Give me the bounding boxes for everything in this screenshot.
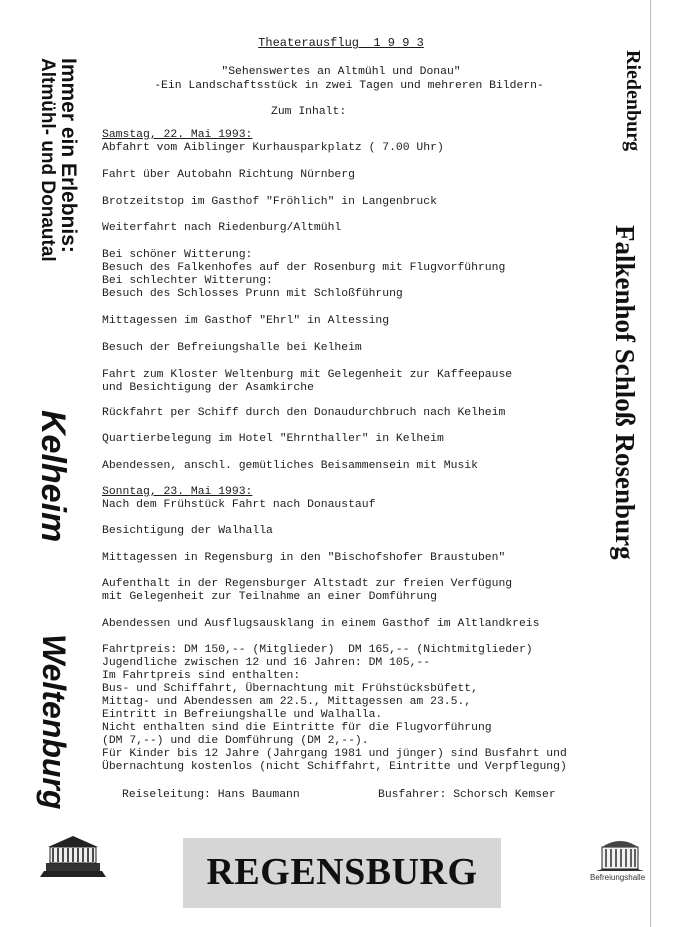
day1-item: Quartierbelegung im Hotel "Ehrnthaller" in Kelheim	[102, 433, 444, 445]
day2-date: Sonntag, 23. Mai 1993:	[102, 486, 253, 498]
day1-item: Fahrt über Autobahn Richtung Nürnberg	[102, 169, 355, 181]
side-falkenhof: Falkenhof Schloß Rosenburg	[610, 225, 640, 560]
day2-item: mit Gelegenheit zur Teilnahme an einer Domführung	[102, 591, 437, 603]
day1-item: Besuch des Schlosses Prunn mit Schloßführung	[102, 288, 403, 300]
price-line: Mittag- und Abendessen am 22.5., Mittagessen am 23.5.,	[102, 696, 472, 708]
side-weltenburg: Weltenburg	[36, 634, 72, 810]
price-line: Jugendliche zwischen 12 und 16 Jahren: DM 105,--	[102, 657, 431, 669]
day1-item: Weiterfahrt nach Riedenburg/Altmühl	[102, 222, 342, 234]
day1-item: Besuch der Befreiungshalle bei Kelheim	[102, 342, 362, 354]
bus-driver: Busfahrer: Schorsch Kemser	[378, 789, 556, 801]
day1-item: Mittagessen im Gasthof "Ehrl" in Altessing	[102, 315, 390, 327]
day1-item: Bei schöner Witterung:	[102, 249, 253, 261]
price-line: Für Kinder bis 12 Jahre (Jahrgang 1981 und jünger) sind Busfahrt und	[102, 748, 567, 760]
price-line: (DM 7,--) und die Domführung (DM 2,--).	[102, 735, 369, 747]
subtitle-line-2: -Ein Landschaftsstück in zwei Tagen und mehreren Bildern-	[154, 80, 544, 92]
day1-item: Abfahrt vom Aiblinger Kurhausparkplatz ( 7.00 Uhr)	[102, 142, 444, 154]
day1-item: Rückfahrt per Schiff durch den Donaudurchbruch nach Kelheim	[102, 407, 506, 419]
side-riedenburg: Riedenburg	[622, 50, 644, 152]
walhalla-temple-icon	[38, 833, 108, 879]
day2-item: Mittagessen in Regensburg in den "Bischofshofer Braustuben"	[102, 552, 506, 564]
contents-label: Zum Inhalt:	[271, 106, 347, 118]
day1-date: Samstag, 22. Mai 1993:	[102, 129, 253, 141]
day1-item: Abendessen, anschl. gemütliches Beisammensein mit Musik	[102, 460, 478, 472]
regensburg-banner	[183, 838, 501, 908]
day2-item: Abendessen und Ausflugsausklang in einem Gasthof im Altlandkreis	[102, 618, 540, 630]
day1-item: Besuch des Falkenhofes auf der Rosenburg mit Flugvorführung	[102, 262, 506, 274]
day1-item: Bei schlechter Witterung:	[102, 275, 273, 287]
befreiungshalle-icon	[594, 833, 646, 873]
day1-item: Brotzeitstop im Gasthof "Fröhlich" in Langenbruck	[102, 196, 437, 208]
befreiungshalle-caption: Befreiungshalle	[590, 873, 646, 882]
side-slogan-line-2: Altmühl- und Donautal	[37, 58, 58, 262]
day2-item: Besichtigung der Walhalla	[102, 525, 273, 537]
regensburg-banner-text: REGENSBURG	[206, 851, 478, 893]
day2-item: Aufenthalt in der Regensburger Altstadt zur freien Verfügung	[102, 578, 513, 590]
page-edge-line	[650, 0, 651, 927]
day1-item: und Besichtigung der Asamkirche	[102, 382, 314, 394]
price-line: Fahrtpreis: DM 150,-- (Mitglieder) DM 165,-- (Nichtmitglieder)	[102, 644, 533, 656]
side-slogan-line-1: Immer ein Erlebnis:	[57, 58, 80, 253]
price-line: Übernachtung kostenlos (nicht Schiffahrt, Eintritte und Verpflegung)	[102, 761, 567, 773]
subtitle-line-1: "Sehenswertes an Altmühl und Donau"	[221, 66, 461, 78]
tour-lead: Reiseleitung: Hans Baumann	[122, 789, 300, 801]
price-line: Im Fahrtpreis sind enthalten:	[102, 670, 301, 682]
day2-item: Nach dem Frühstück Fahrt nach Donaustauf	[102, 499, 376, 511]
price-line: Bus- und Schiffahrt, Übernachtung mit Frühstücksbüfett,	[102, 683, 478, 695]
document-title: Theaterausflug 1 9 9 3	[258, 36, 424, 50]
day1-item: Fahrt zum Kloster Weltenburg mit Gelegenheit zur Kaffeepause	[102, 369, 513, 381]
price-line: Eintritt in Befreiungshalle und Walhalla.	[102, 709, 383, 721]
price-line: Nicht enthalten sind die Eintritte für die Flugvorführung	[102, 722, 492, 734]
side-kelheim: Kelheim	[34, 410, 72, 543]
